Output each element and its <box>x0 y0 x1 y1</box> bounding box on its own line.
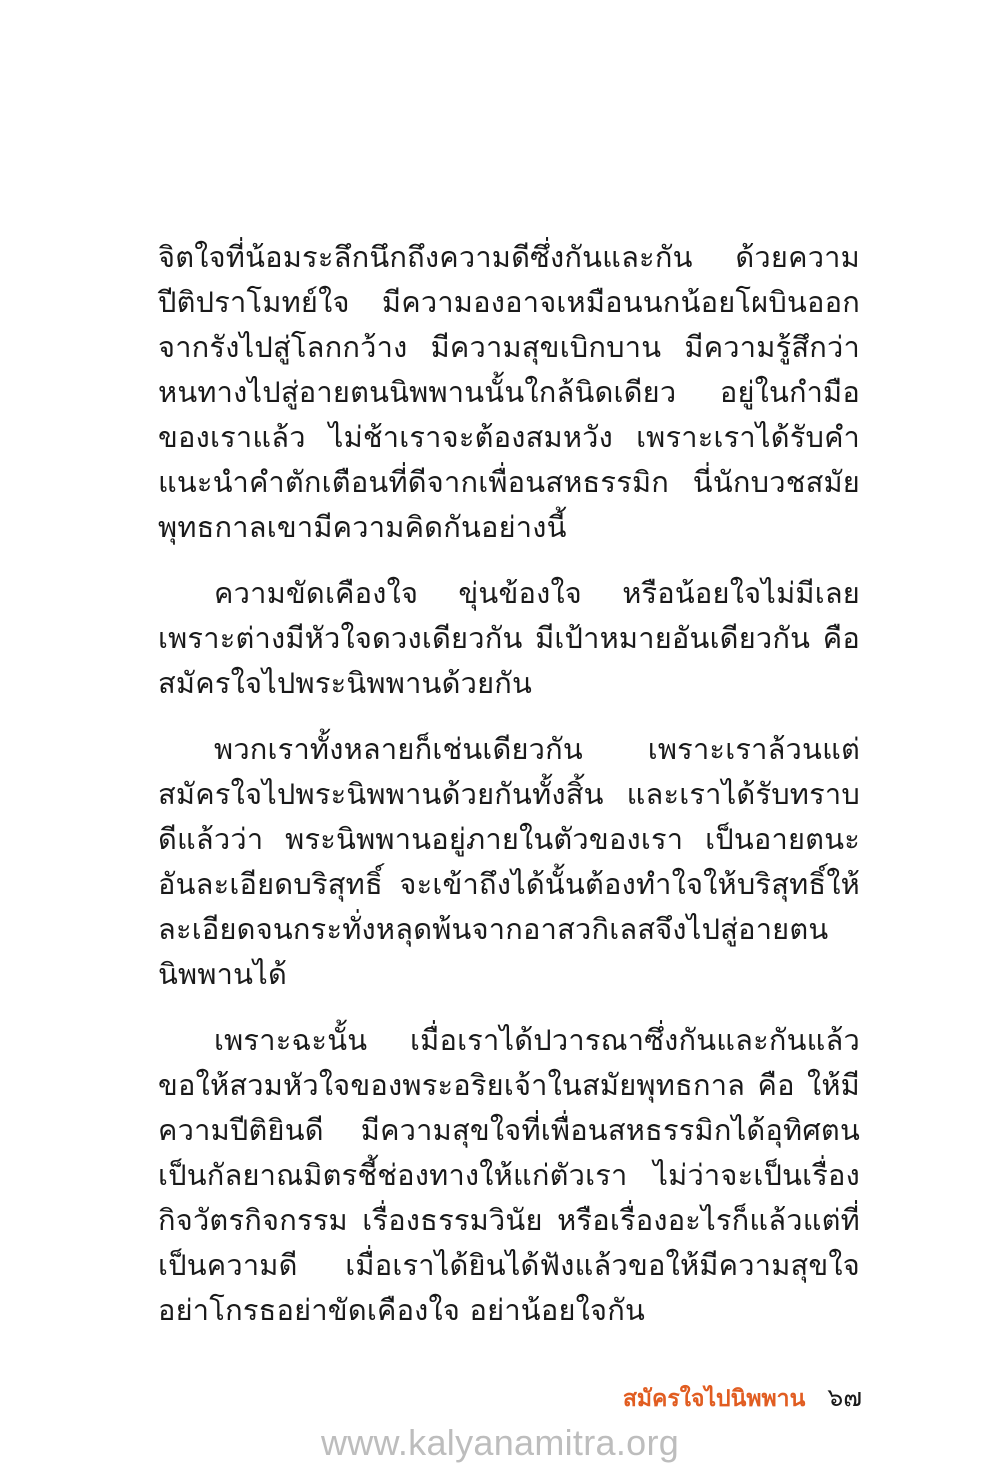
page-number: ๖๗ <box>827 1383 862 1412</box>
paragraph-3: พวกเราทั้งหลายก็เช่นเดียวกัน เพราะเราล้วนแต่สมัครใจไปพระนิพพานด้วยกันทั้งสิ้น และเราได้รับทราบดีแล้วว่า พระนิพพานอยู่ภายในตัวของเรา เป็นอายตนะอันละเอียดบริสุทธิ์ จะเข้าถึงได้นั้นต้องทำใจให้บริสุทธิ์ให้ละเอียดจนกระทั่งหลุดพ้นจากอาสวกิเลสจึงไปสู่อายตนนิพพานได้ <box>158 732 860 991</box>
page-footer <box>623 1378 862 1418</box>
website-watermark: www.kalyanamitra.org <box>320 1422 680 1463</box>
paragraph-2: ความขัดเคืองใจ ขุ่นข้องใจ หรือน้อยใจไม่มีเลย เพราะต่างมีหัวใจดวงเดียวกัน มีเป้าหมายอันเดียวกัน คือสมัครใจไปพระนิพพานด้วยกัน <box>158 576 860 700</box>
book-title: สมัครใจไปนิพพาน <box>622 1386 806 1412</box>
paragraph-1: จิตใจที่น้อมระลึกนึกถึงความดีซึ่งกันและกัน ด้วยความปีติปราโมทย์ใจ มีความองอาจเหมือนนกน้อยโผบินออกจากรังไปสู่โลกกว้าง มีความสุขเบิกบาน มีความรู้สึกว่าหนทางไปสู่อายตนนิพพานนั้นใกล้นิดเดียว อยู่ในกำมือของเราแล้ว ไม่ช้าเราจะต้องสมหวัง เพราะเราได้รับคำแนะนำคำตักเตือนที่ดีจากเพื่อนสหธรรมิก นี่นักบวชสมัยพุทธกาลเขามีความคิดกันอย่างนี้ <box>158 240 860 544</box>
page-body <box>158 235 860 1333</box>
paragraph-4: เพราะฉะนั้น เมื่อเราได้ปวารณาซึ่งกันและกันแล้ว ขอให้สวมหัวใจของพระอริยเจ้าในสมัยพุทธกาล คือ ให้มีความปีติยินดี มีความสุขใจที่เพื่อนสหธรรมิกได้อุทิศตนเป็นกัลยาณมิตรชี้ช่องทางให้แก่ตัวเรา ไม่ว่าจะเป็นเรื่องกิจวัตรกิจกรรม เรื่องธรรมวินัย หรือเรื่องอะไรก็แล้วแต่ที่เป็นความดี เมื่อเราได้ยินได้ฟังแล้วขอให้มีความสุขใจ อย่าโกรธอย่าขัดเคืองใจ อย่าน้อยใจกัน <box>158 1023 860 1327</box>
